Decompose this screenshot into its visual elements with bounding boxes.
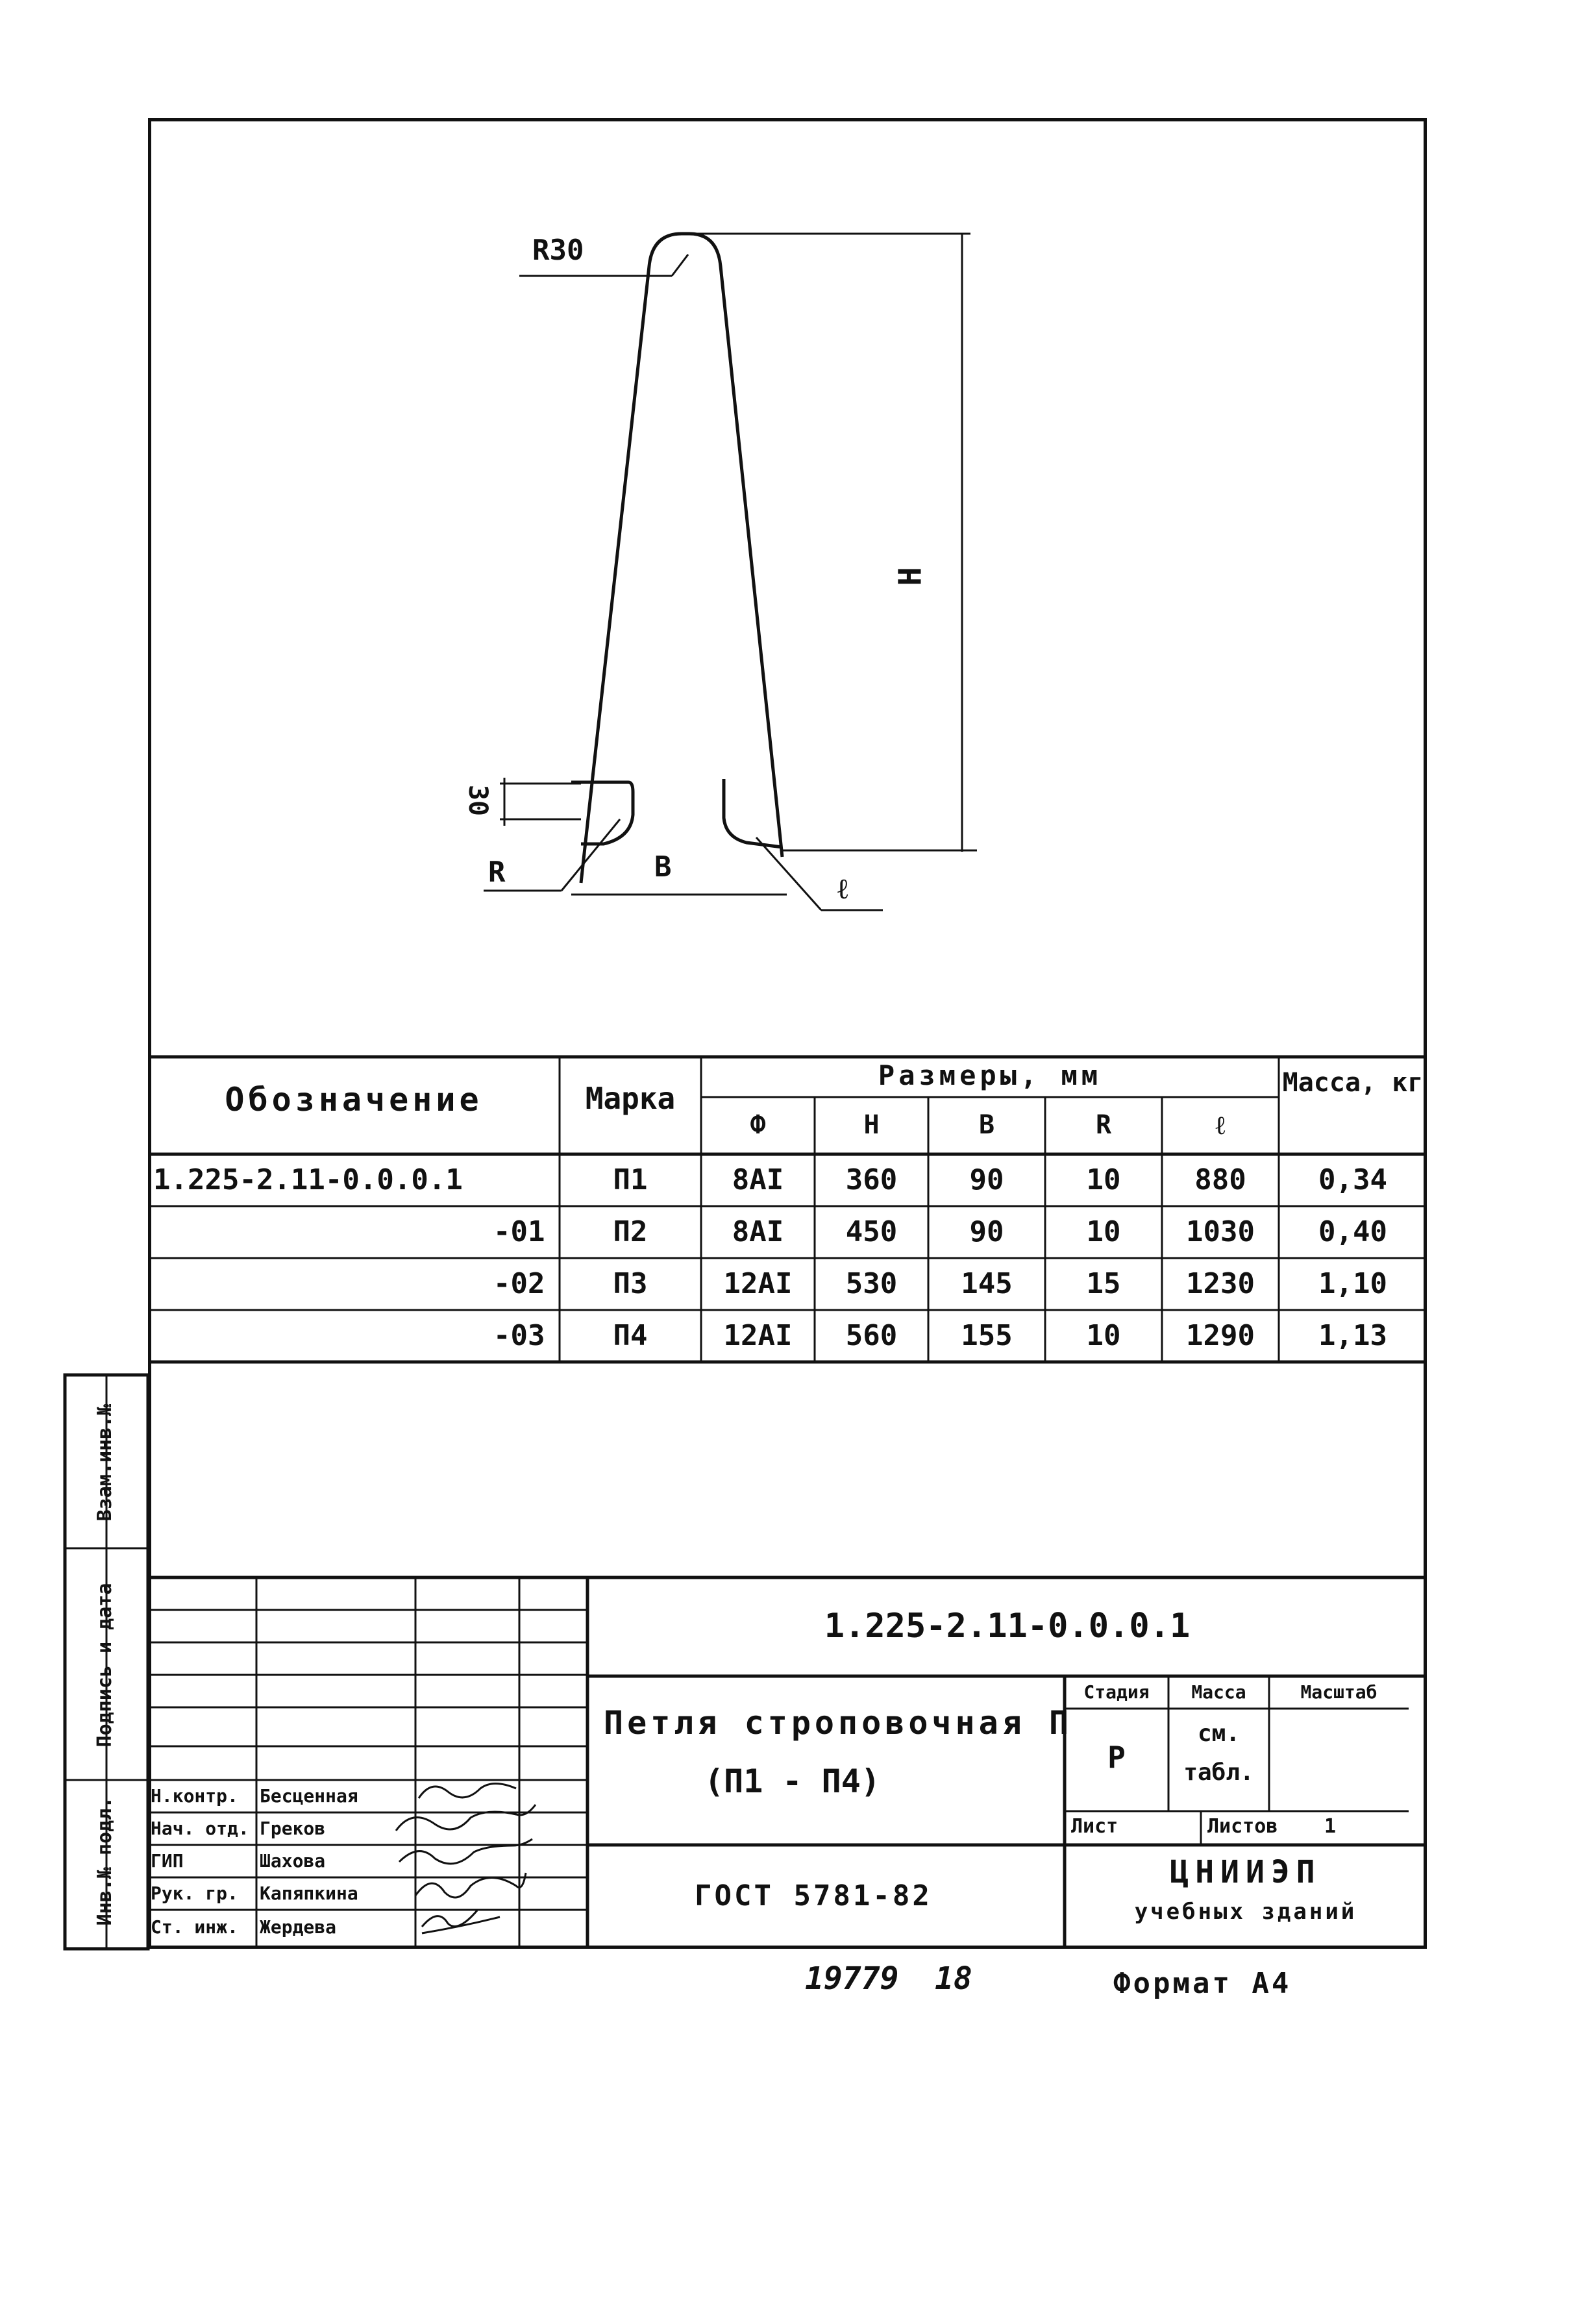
header-designation: Обозначение	[225, 1081, 483, 1119]
cell-b: 90	[969, 1163, 1004, 1196]
sheets-value: 1	[1324, 1815, 1337, 1838]
person-role: ГИП	[151, 1850, 184, 1872]
cell-phi: 8AI	[732, 1215, 784, 1248]
cell-l: 1230	[1186, 1267, 1255, 1300]
cell-l: 1290	[1186, 1319, 1255, 1352]
header-h: Н	[863, 1110, 880, 1140]
org-line-1: ЦНИИЭП	[1170, 1854, 1322, 1890]
side-sign-date: Подпись и дата	[93, 1583, 116, 1748]
person-name: Греков	[260, 1818, 326, 1839]
cell-r: 15	[1086, 1267, 1121, 1300]
cell-l: 880	[1194, 1163, 1246, 1196]
cell-h: 450	[845, 1215, 898, 1248]
sheet-label: Лист	[1071, 1815, 1118, 1838]
right-hook	[724, 779, 782, 847]
person-role: Ст. инж.	[151, 1916, 238, 1938]
cell-designation: -02	[493, 1267, 545, 1300]
cell-designation: -01	[493, 1215, 545, 1248]
mass-value-2: табл.	[1183, 1759, 1254, 1786]
doc-number: 1.225-2.11-0.0.0.1	[824, 1607, 1191, 1646]
left-hook	[571, 782, 633, 844]
side-inv-orig: Инв.№ подл.	[93, 1796, 116, 1926]
l-leader-diag	[756, 837, 821, 910]
r-leader-diag	[562, 819, 620, 891]
header-l: ℓ	[1215, 1111, 1226, 1141]
r30-leader-tip	[672, 254, 688, 276]
cell-mark: П2	[613, 1215, 648, 1248]
label-l: ℓ	[837, 872, 848, 906]
person-name: Бесценная	[260, 1785, 358, 1807]
cell-phi: 8AI	[732, 1163, 784, 1196]
person-name: Жердева	[260, 1916, 337, 1938]
cell-mass: 0,40	[1318, 1215, 1387, 1248]
mass-label: Масса	[1191, 1681, 1246, 1703]
cell-mass: 1,13	[1318, 1319, 1387, 1352]
stage-value: Р	[1107, 1740, 1126, 1775]
cell-l: 1030	[1186, 1215, 1255, 1248]
scale-label: Масштаб	[1300, 1681, 1377, 1703]
page-number: 18	[935, 1960, 972, 1997]
cell-h: 560	[845, 1319, 898, 1352]
mass-value-1: см.	[1197, 1720, 1241, 1747]
cell-b: 145	[961, 1267, 1013, 1300]
sheets-label: Листов	[1207, 1815, 1278, 1838]
stage-label: Стадия	[1083, 1681, 1150, 1703]
title-line-2: (П1 - П4)	[704, 1762, 880, 1800]
person-role: Нач. отд.	[151, 1818, 249, 1839]
cell-phi: 12AI	[723, 1319, 793, 1352]
cell-r: 10	[1086, 1319, 1121, 1352]
gost-reference: ГОСТ 5781-82	[695, 1879, 932, 1912]
header-mass: Масса, кг	[1282, 1068, 1424, 1098]
label-r: R	[488, 856, 506, 889]
cell-mark: П3	[613, 1267, 648, 1300]
header-b: В	[978, 1110, 995, 1140]
cell-mass: 0,34	[1318, 1163, 1387, 1196]
cell-b: 155	[961, 1319, 1013, 1352]
archive-number: 19779	[805, 1960, 899, 1997]
cell-phi: 12AI	[723, 1267, 793, 1300]
loop-shape	[581, 234, 782, 883]
cell-r: 10	[1086, 1163, 1121, 1196]
cell-designation: 1.225-2.11-0.0.0.1	[153, 1163, 463, 1196]
side-vzam-inv: Взам.инв.№	[93, 1403, 116, 1522]
cell-mark: П4	[613, 1319, 648, 1352]
person-name: Капяпкина	[260, 1883, 358, 1904]
org-line-2: учебных зданий	[1134, 1899, 1357, 1925]
label-r30: R30	[532, 234, 584, 267]
label-h: Н	[892, 567, 929, 586]
person-role: Рук. гр.	[151, 1883, 238, 1904]
header-dimensions: Размеры, мм	[878, 1059, 1102, 1091]
person-name: Шахова	[260, 1850, 326, 1872]
header-mark: Марка	[585, 1081, 676, 1116]
header-phi: Ф	[750, 1110, 766, 1140]
person-role: Н.контр.	[151, 1785, 238, 1807]
header-r: R	[1095, 1110, 1112, 1140]
label-b: В	[654, 850, 672, 884]
title-line-1: Петля строповочная П	[604, 1704, 1073, 1742]
cell-h: 360	[845, 1163, 898, 1196]
cell-r: 10	[1086, 1215, 1121, 1248]
cell-designation: -03	[493, 1319, 545, 1352]
label-d30: 30	[463, 784, 493, 817]
cell-h: 530	[845, 1267, 898, 1300]
cell-b: 90	[969, 1215, 1004, 1248]
format-label: Формат А4	[1113, 1967, 1292, 2000]
cell-mark: П1	[613, 1163, 648, 1196]
cell-mass: 1,10	[1318, 1267, 1387, 1300]
